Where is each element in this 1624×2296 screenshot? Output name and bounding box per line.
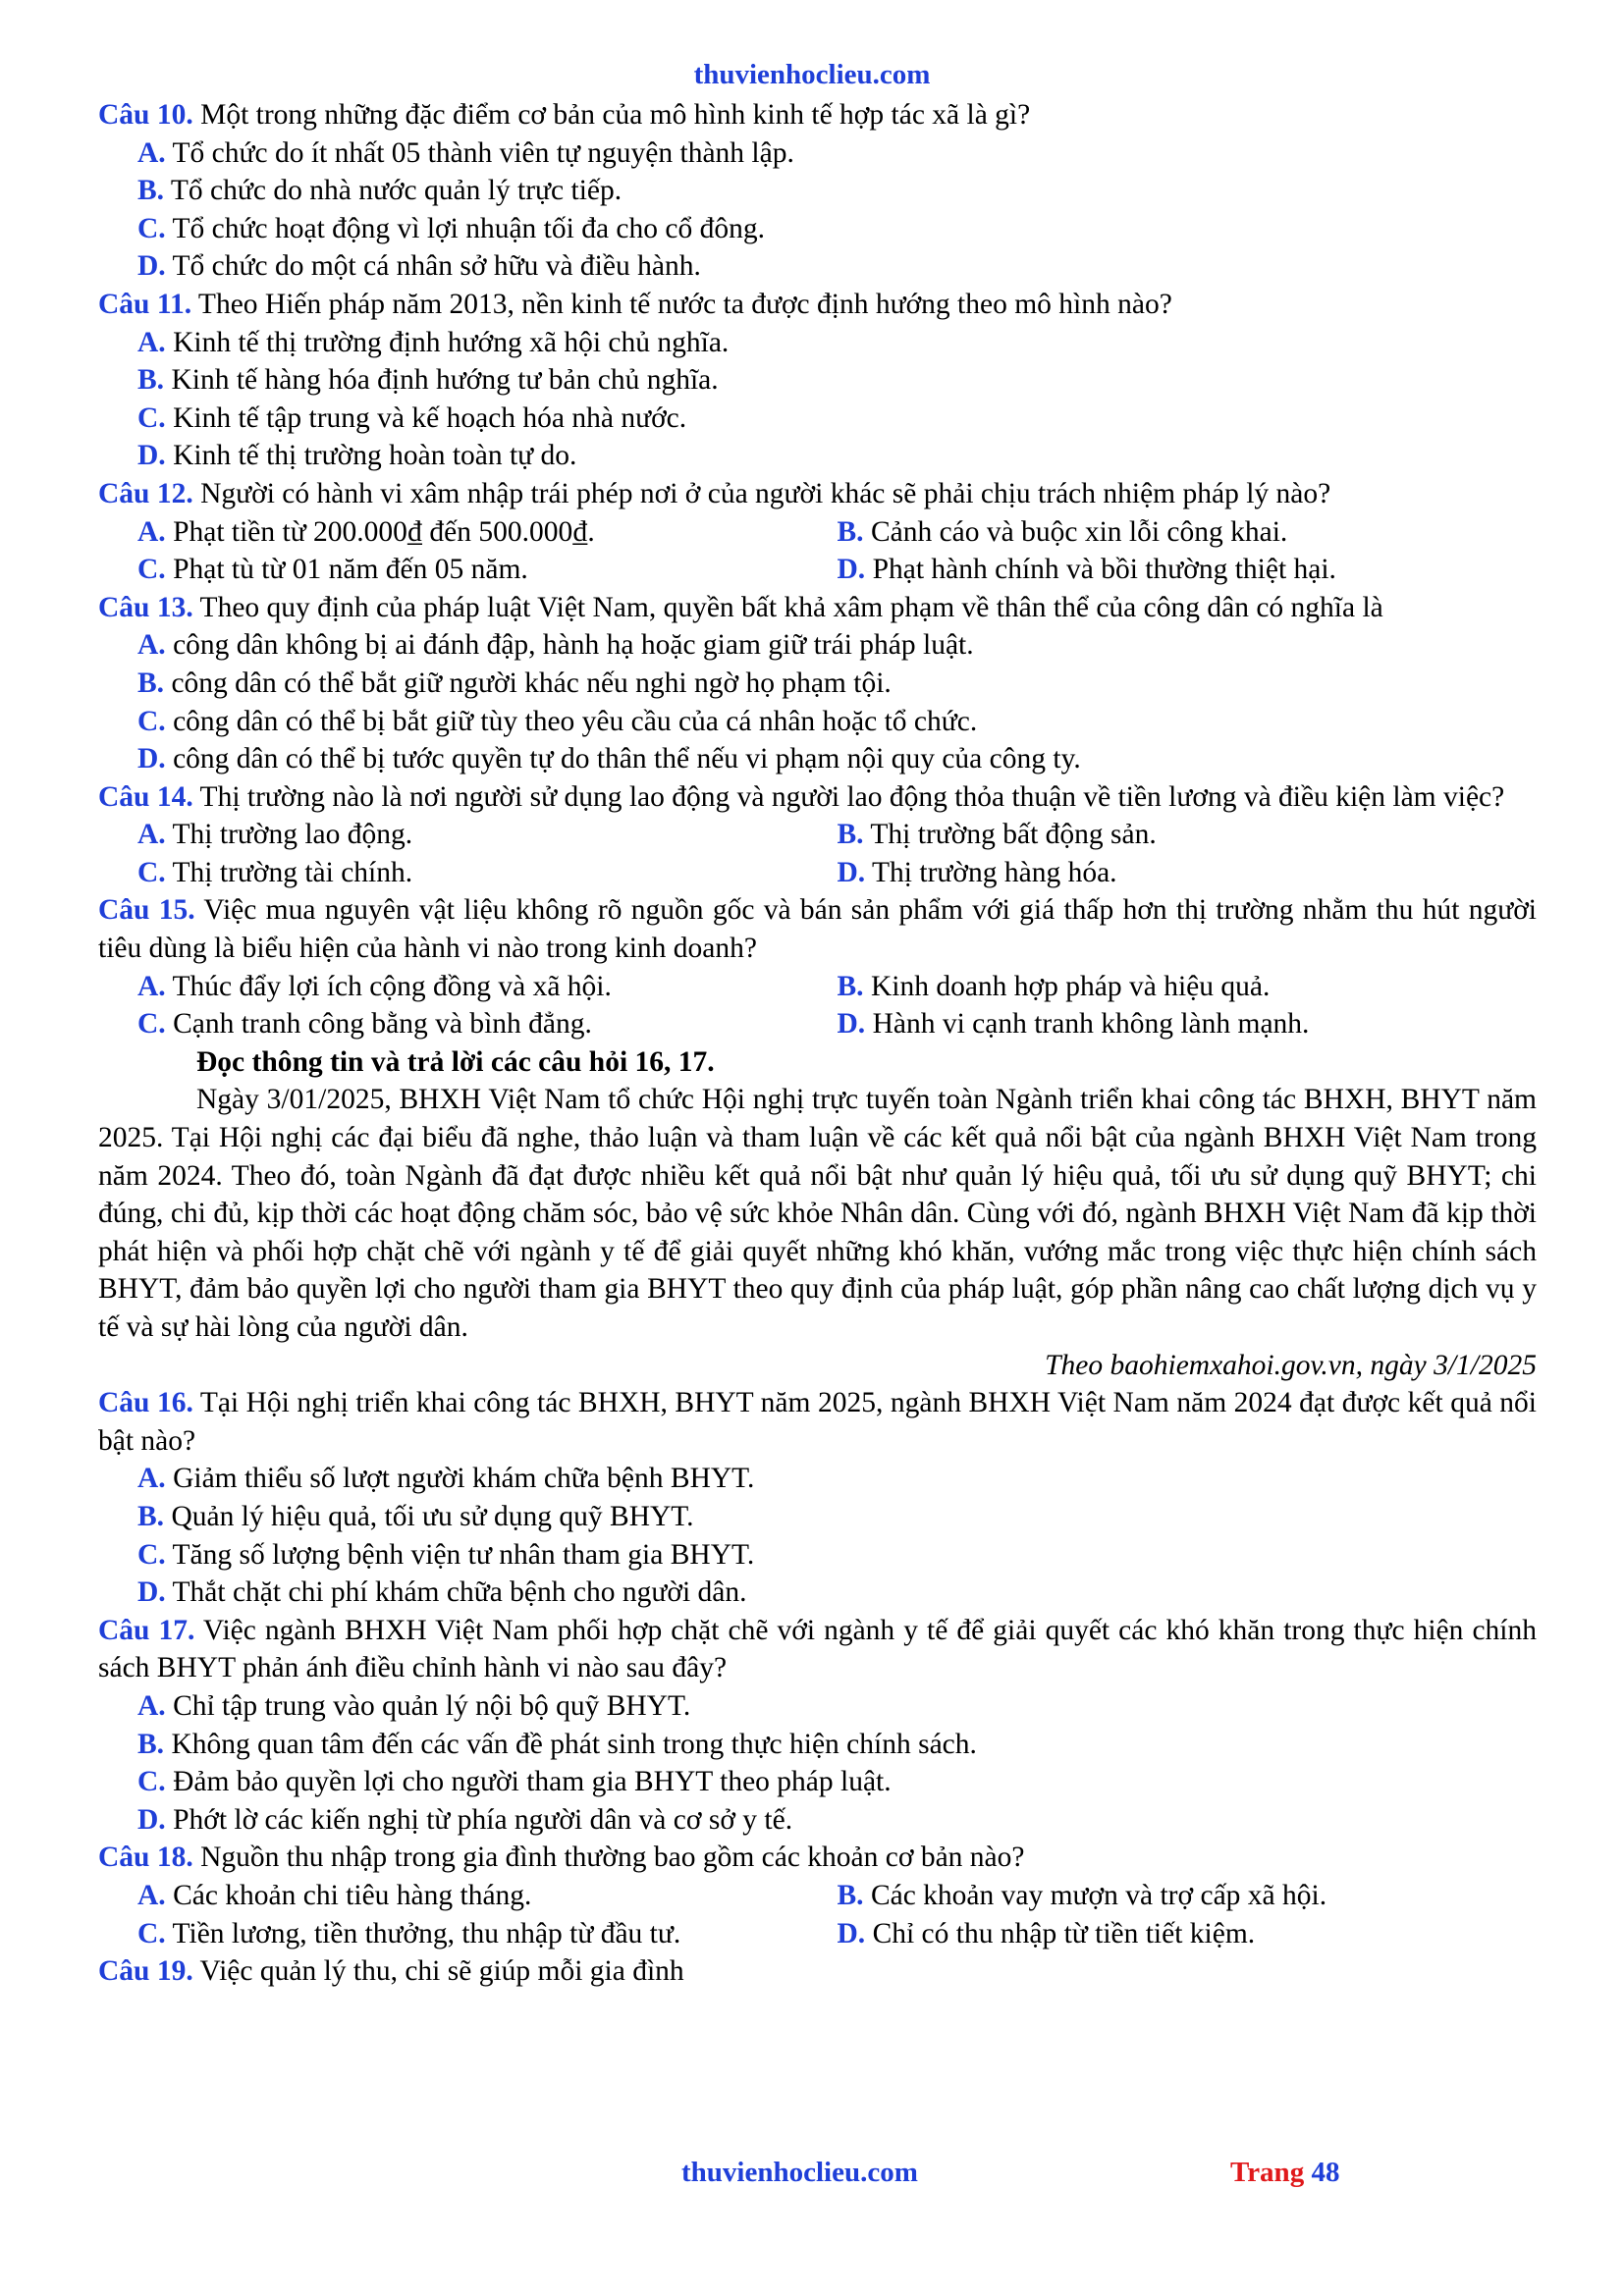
option-c	[137, 1763, 1537, 1801]
option-text: Cạnh tranh công bằng và bình đẳng.	[165, 1008, 592, 1041]
option-text: Thị trường hàng hóa.	[865, 856, 1117, 888]
option-text: Tổ chức do ít nhất 05 thành viên tự nguyện thành lập.	[165, 136, 794, 169]
option-text: Phạt tù từ 01 năm đến 05 năm.	[165, 554, 528, 586]
option-letter: A.	[137, 1463, 166, 1495]
option-letter: B.	[837, 970, 864, 1002]
option-a	[137, 324, 1537, 362]
option-b	[137, 1726, 1537, 1764]
option-text: Chỉ tập trung vào quản lý nội bộ quỹ BHYT.	[165, 1689, 691, 1722]
option-b	[137, 665, 1537, 703]
question-text: Tại Hội nghị triển khai công tác BHXH, BHYT năm 2025, ngành BHXH Việt Nam năm 2024 đạt được kết quả nổi bật nào?	[98, 1387, 1537, 1457]
option-text: Đảm bảo quyền lợi cho người tham gia BHYT theo pháp luật.	[165, 1766, 892, 1798]
option-letter: C.	[137, 705, 166, 737]
option-letter: B.	[837, 515, 864, 548]
option-text: Kinh tế thị trường định hướng xã hội chủ nghĩa.	[165, 326, 730, 358]
option-d	[137, 1801, 1537, 1840]
option-letter: B.	[837, 819, 864, 851]
option-text: Phớt lờ các kiến nghị từ phía người dân và cơ sở y tế.	[165, 1803, 793, 1836]
option-text: Thắt chặt chi phí khám chữa bệnh cho người dân.	[165, 1576, 747, 1609]
option-c	[137, 854, 838, 892]
question-text: Một trong những đặc điểm cơ bản của mô hình kinh tế hợp tác xã là gì?	[192, 99, 1031, 131]
option-letter: A.	[137, 1879, 166, 1911]
option-d	[838, 854, 1538, 892]
option-text: Tiền lương, tiền thưởng, thu nhập từ đầu tư.	[165, 1917, 681, 1949]
question-label: Câu 18.	[98, 1842, 193, 1874]
option-letter: D.	[137, 1576, 166, 1609]
option-b	[838, 1877, 1538, 1915]
option-text: Thị trường lao động.	[165, 819, 413, 851]
header-site: thuvienhoclieu.com	[693, 59, 931, 90]
option-b	[137, 361, 1537, 400]
option-text: Không quan tâm đến các vấn đề phát sinh trong thực hiện chính sách.	[164, 1728, 977, 1760]
option-d	[838, 551, 1538, 589]
question-text: Thị trường nào là nơi người sử dụng lao động và người lao động thỏa thuận về tiền lương và điều kiện làm việc?	[192, 780, 1505, 813]
option-text: Tổ chức do một cá nhân sở hữu và điều hành.	[165, 250, 701, 283]
option-row	[137, 513, 1537, 552]
option-letter: C.	[137, 1008, 166, 1041]
question-13	[98, 589, 1537, 627]
option-d	[137, 437, 1537, 475]
option-row	[137, 1915, 1537, 1953]
question-label: Câu 16.	[98, 1387, 193, 1419]
option-a	[137, 968, 838, 1006]
option-letter: A.	[137, 326, 166, 358]
option-a	[137, 1877, 838, 1915]
question-text: Việc mua nguyên vật liệu không rõ nguồn gốc và bán sản phẩm với giá thấp hơn thị trường nhằm thu hút người tiêu dùng là biểu hiện của hành vi nào trong kinh doanh?	[98, 894, 1537, 965]
option-row	[137, 551, 1537, 589]
question-label: Câu 14.	[98, 780, 193, 813]
question-14	[98, 778, 1537, 817]
question-label: Câu 12.	[98, 477, 193, 509]
option-text: Phạt tiền từ 200.000₫ đến 500.000₫.	[165, 515, 595, 548]
question-17	[98, 1612, 1537, 1687]
question-11	[98, 286, 1537, 324]
question-text: Nguồn thu nhập trong gia đình thường bao gồm các khoản cơ bản nào?	[192, 1842, 1025, 1874]
page-number-value: 48	[1311, 2157, 1340, 2188]
footer-site: thuvienhoclieu.com	[681, 2157, 918, 2188]
option-text: Kinh tế tập trung và kế hoạch hóa nhà nước.	[165, 401, 687, 434]
option-text: Chỉ có thu nhập từ tiền tiết kiệm.	[865, 1917, 1256, 1949]
option-letter: C.	[137, 1538, 166, 1571]
option-text: Tăng số lượng bệnh viện tư nhân tham gia BHYT.	[165, 1538, 755, 1571]
option-text: Thị trường tài chính.	[165, 856, 413, 888]
option-text: Cảnh cáo và buộc xin lỗi công khai.	[863, 515, 1288, 548]
option-a	[137, 134, 1537, 173]
option-text: Kinh doanh hợp pháp và hiệu quả.	[863, 970, 1271, 1002]
question-label: Câu 17.	[98, 1614, 195, 1646]
option-a	[137, 1687, 1537, 1726]
option-letter: A.	[137, 970, 166, 1002]
option-b	[137, 1498, 1537, 1536]
option-letter: D.	[137, 1803, 166, 1836]
option-text: công dân có thể bắt giữ người khác nếu nghi ngờ họ phạm tội.	[164, 667, 892, 699]
option-c	[137, 1536, 1537, 1575]
option-letter: B.	[137, 1500, 165, 1532]
option-a	[137, 513, 838, 552]
option-row	[137, 968, 1537, 1006]
option-letter: A.	[137, 515, 166, 548]
option-letter: D.	[137, 440, 166, 472]
question-16	[98, 1384, 1537, 1460]
content	[98, 96, 1537, 1991]
option-c	[137, 551, 838, 589]
option-d	[838, 1005, 1538, 1043]
option-text: công dân có thể bị tước quyền tự do thân thể nếu vi phạm nội quy của công ty.	[165, 743, 1081, 775]
option-text: Tổ chức hoạt động vì lợi nhuận tối đa cho cổ đông.	[165, 212, 765, 244]
option-c	[137, 400, 1537, 438]
option-text: Kinh tế hàng hóa định hướng tư bản chủ nghĩa.	[164, 364, 719, 397]
option-letter: A.	[137, 819, 166, 851]
page-label: Trang	[1230, 2157, 1312, 2188]
option-letter: C.	[137, 554, 166, 586]
option-text: Quản lý hiệu quả, tối ưu sử dụng quỹ BHYT.	[164, 1500, 694, 1532]
option-letter: D.	[837, 1917, 866, 1949]
question-label: Câu 13.	[98, 591, 193, 623]
option-letter: D.	[137, 250, 166, 283]
option-row	[137, 854, 1537, 892]
option-letter: D.	[837, 856, 866, 888]
question-18	[98, 1839, 1537, 1877]
option-c	[137, 1915, 838, 1953]
question-text: Việc quản lý thu, chi sẽ giúp mỗi gia đình	[192, 1955, 684, 1988]
option-letter: C.	[137, 212, 166, 244]
option-letter: A.	[137, 629, 166, 662]
option-d	[838, 1915, 1538, 1953]
question-text: Việc ngành BHXH Việt Nam phối hợp chặt chẽ với ngành y tế để giải quyết các khó khăn trong thực hiện chính sách BHYT phản ánh điều chỉnh hành vi nào sau đây?	[98, 1614, 1538, 1684]
option-text: công dân có thể bị bắt giữ tùy theo yêu cầu của cá nhân hoặc tổ chức.	[165, 705, 978, 737]
reading-title: Đọc thông tin và trả lời các câu hỏi 16, 17.	[196, 1045, 715, 1078]
option-text: Kinh tế thị trường hoàn toàn tự do.	[165, 440, 577, 472]
option-letter: B.	[137, 1728, 165, 1760]
option-b	[137, 172, 1537, 210]
option-text: Phạt hành chính và bồi thường thiệt hại.	[865, 554, 1336, 586]
option-row	[137, 1005, 1537, 1043]
option-b	[838, 968, 1538, 1006]
option-text: Các khoản chi tiêu hàng tháng.	[165, 1879, 532, 1911]
option-letter: D.	[837, 1008, 866, 1041]
option-text: Hành vi cạnh tranh không lành mạnh.	[865, 1008, 1310, 1041]
option-text: Các khoản vay mượn và trợ cấp xã hội.	[863, 1879, 1327, 1911]
option-letter: C.	[137, 401, 166, 434]
option-text: công dân không bị ai đánh đập, hành hạ hoặc giam giữ trái pháp luật.	[165, 629, 974, 662]
option-b	[838, 816, 1538, 854]
option-row	[137, 816, 1537, 854]
option-b	[838, 513, 1538, 552]
question-15	[98, 891, 1537, 967]
option-letter: C.	[137, 856, 166, 888]
question-text: Theo quy định của pháp luật Việt Nam, quyền bất khả xâm phạm về thân thể của công dân có nghĩa là	[192, 591, 1383, 623]
question-label: Câu 10.	[98, 99, 193, 131]
reading-source: Theo baohiemxahoi.gov.vn, ngày 3/1/2025	[1045, 1349, 1537, 1381]
option-text: Thúc đẩy lợi ích cộng đồng và xã hội.	[165, 970, 612, 1002]
option-letter: D.	[137, 743, 166, 775]
option-letter: B.	[137, 175, 165, 207]
option-text: Thị trường bất động sản.	[863, 819, 1157, 851]
option-letter: B.	[837, 1879, 864, 1911]
option-d	[137, 1574, 1537, 1612]
question-text: Theo Hiến pháp năm 2013, nền kinh tế nước ta được định hướng theo mô hình nào?	[191, 288, 1172, 320]
option-letter: B.	[137, 667, 165, 699]
page-number	[1230, 2157, 1339, 2189]
option-text: Giảm thiểu số lượt người khám chữa bệnh BHYT.	[165, 1463, 755, 1495]
option-letter: D.	[837, 554, 866, 586]
option-d	[137, 740, 1537, 778]
option-letter: C.	[137, 1766, 166, 1798]
question-12	[98, 475, 1537, 513]
option-a	[137, 816, 838, 854]
option-row	[137, 1877, 1537, 1915]
option-c	[137, 210, 1537, 248]
option-letter: C.	[137, 1917, 166, 1949]
question-10	[98, 96, 1537, 134]
question-label: Câu 19.	[98, 1955, 193, 1988]
option-text: Tổ chức do nhà nước quản lý trực tiếp.	[164, 175, 623, 207]
option-d	[137, 247, 1537, 286]
option-letter: A.	[137, 136, 166, 169]
question-text: Người có hành vi xâm nhập trái phép nơi ở của người khác sẽ phải chịu trách nhiệm pháp lý nào?	[192, 477, 1331, 509]
option-c	[137, 703, 1537, 741]
question-19	[98, 1952, 1537, 1991]
option-a	[137, 626, 1537, 665]
option-letter: A.	[137, 1689, 166, 1722]
reading-passage: Ngày 3/01/2025, BHXH Việt Nam tổ chức Hội nghị trực tuyến toàn Ngành triển khai công tác BHXH, BHYT năm 2025. Tại Hội nghị các đại biểu đã nghe, thảo luận và tham luận về các kết quả nổi bật của ngành BHXH Việt Nam trong năm 2024. Theo đó, toàn Ngành đã đạt được nhiều kết quả nổi bật như quản lý hiệu quả, tối ưu sử dụng quỹ BHYT; chi đúng, chi đủ, kịp thời các hoạt động chăm sóc, bảo vệ sức khỏe Nhân dân. Cùng với đó, ngành BHXH Việt Nam đã kịp thời phát hiện và phối hợp chặt chẽ với ngành y tế để giải quyết những khó khăn, vướng mắc trong việc thực hiện chính sách BHYT, đảm bảo quyền lợi cho người tham gia BHYT theo quy định của pháp luật, góp phần nâng cao chất lượng dịch vụ y tế và sự hài lòng của người dân.	[98, 1084, 1537, 1343]
option-letter: B.	[137, 364, 165, 397]
option-a	[137, 1460, 1537, 1498]
question-label: Câu 15.	[98, 894, 195, 927]
question-label: Câu 11.	[98, 288, 192, 320]
option-c	[137, 1005, 838, 1043]
